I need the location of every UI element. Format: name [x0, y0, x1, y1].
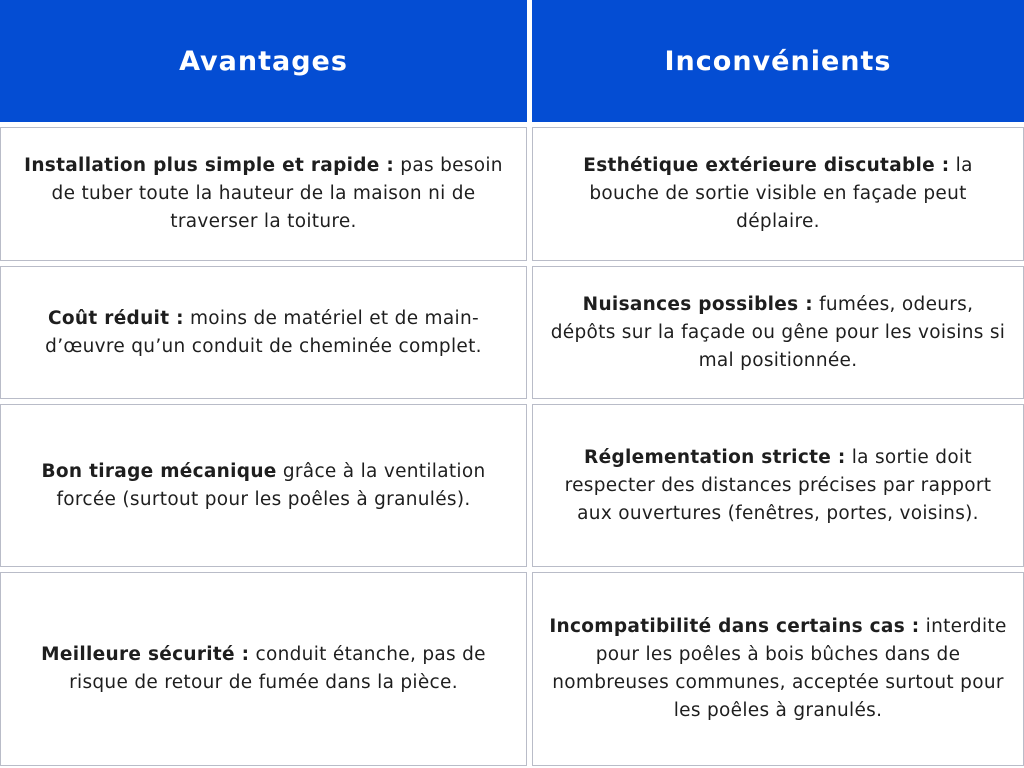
table-cell-inconvenient-4 — [532, 572, 1024, 766]
table-cell-inconvenient-3 — [532, 404, 1024, 567]
cell-text — [17, 305, 510, 361]
cell-bold-term: Meilleure sécurité : — [41, 644, 250, 665]
cell-description: la bouche de sortie visible en façade peut déplaire. — [589, 155, 973, 232]
table-cell-inconvenient-1 — [532, 127, 1024, 261]
table-cell-inconvenient-2 — [532, 266, 1024, 399]
cell-description: grâce à la ventilation forcée (surtout pour les poêles à granulés). — [56, 460, 486, 510]
cell-description: moins de matériel et de main-d’œuvre qu’un conduit de cheminée complet. — [45, 307, 482, 357]
table-cell-avantage-2 — [0, 266, 527, 399]
cell-bold-term: Coût réduit : — [48, 307, 184, 329]
cell-text — [17, 641, 510, 697]
cell-bold-term: Bon tirage mécanique — [41, 460, 277, 482]
cell-bold-term: Installation plus simple et rapide : — [24, 155, 395, 176]
cell-text — [17, 152, 510, 236]
table-cell-avantage-3 — [0, 404, 527, 567]
cell-bold-term: Incompatibilité dans certains cas : — [549, 616, 920, 637]
cell-text — [549, 152, 1007, 236]
cell-description: pas besoin de tuber toute la hauteur de la maison ni de traverser la toiture. — [51, 155, 503, 232]
cell-text — [17, 458, 510, 514]
cell-text — [549, 291, 1007, 375]
cell-description: conduit étanche, pas de risque de retour de fumée dans la pièce. — [69, 644, 486, 693]
cell-bold-term: Esthétique extérieure discutable : — [583, 155, 950, 176]
table-cell-avantage-4 — [0, 572, 527, 766]
cell-text — [549, 444, 1007, 528]
header-avantages-label: Avantages — [179, 45, 348, 77]
cell-bold-term: Nuisances possibles : — [582, 293, 813, 315]
cell-description: la sortie doit respecter des distances précises par rapport aux ouvertures (fenêtres, portes, voisins). — [564, 446, 992, 524]
cell-description: fumées, odeurs, dépôts sur la façade ou gêne pour les voisins si mal positionnée. — [550, 293, 1006, 371]
header-inconvenients — [532, 0, 1024, 122]
cell-description: interdite pour les poêles à bois bûches dans de nombreuses communes, acceptée surtout pour les poêles à granulés. — [552, 616, 1007, 721]
header-avantages — [0, 0, 527, 122]
header-inconvenients-label: Inconvénients — [664, 45, 892, 77]
cell-text — [549, 613, 1007, 725]
table-cell-avantage-1 — [0, 127, 527, 261]
cell-bold-term: Réglementation stricte : — [584, 446, 846, 468]
